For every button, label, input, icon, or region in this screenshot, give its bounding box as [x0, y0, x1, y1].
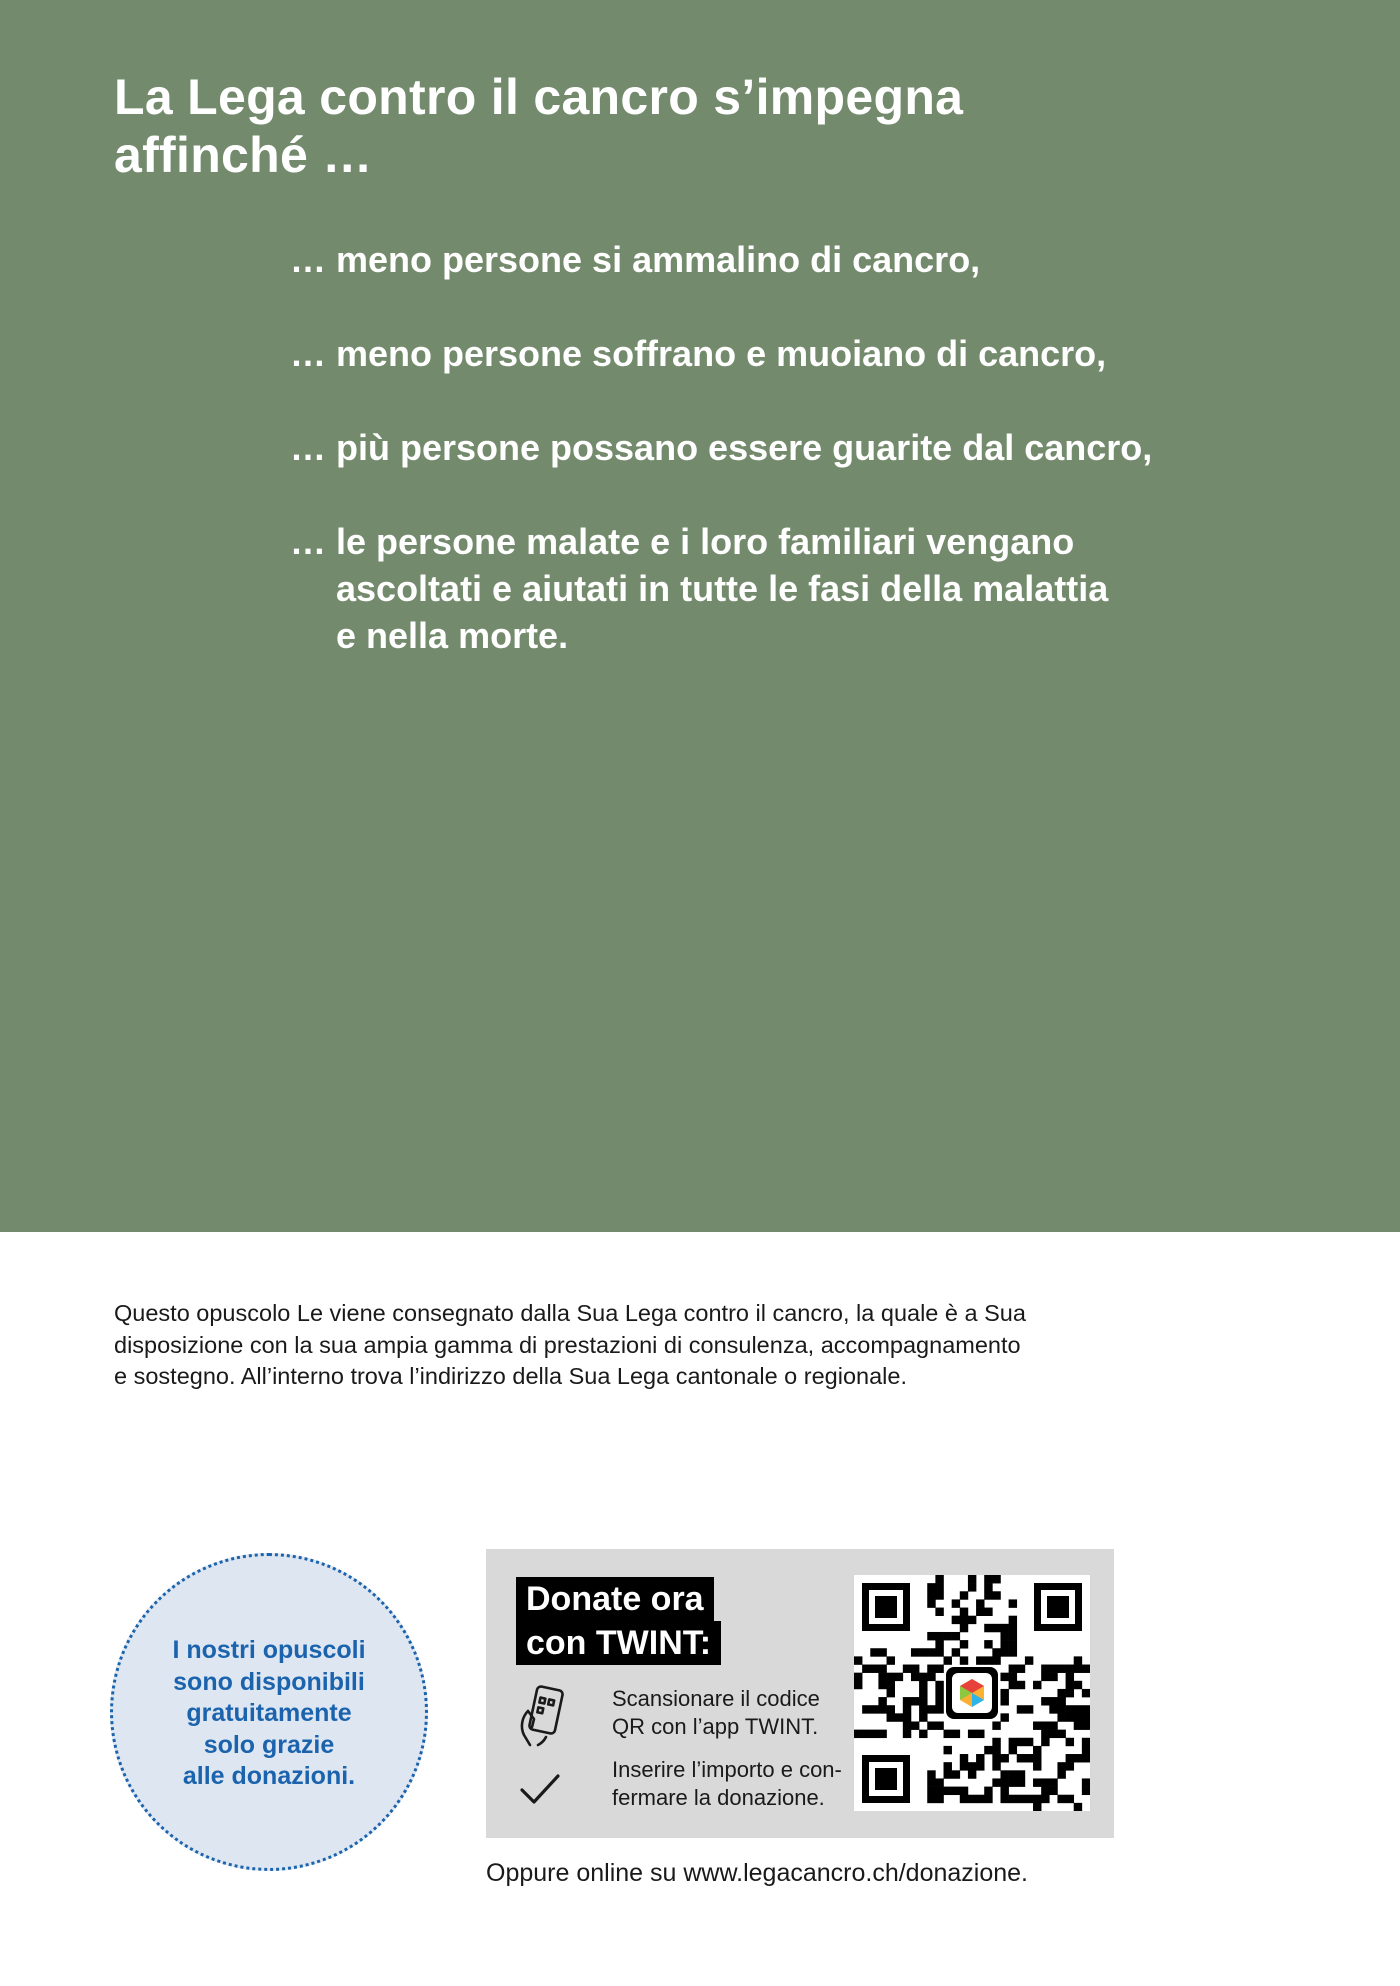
- twint-step-confirm-text: [612, 1756, 872, 1811]
- online-donation-link[interactable]: Oppure online su www.legacancro.ch/donazione.: [486, 1859, 1029, 1887]
- twint-title-line-2: con TWINT:: [516, 1621, 721, 1665]
- twint-step-scan: [516, 1685, 846, 1747]
- commitment-item: [290, 330, 1290, 377]
- twint-title-line-1: Donate ora: [516, 1577, 714, 1621]
- twint-logo-icon: [946, 1667, 998, 1719]
- commitment-ellipsis: …: [290, 333, 326, 374]
- twint-donation-box: [486, 1549, 1114, 1838]
- commitment-item: [290, 518, 1290, 659]
- step-line: Scansionare il codice: [612, 1686, 820, 1711]
- commitment-ellipsis: …: [290, 239, 326, 280]
- phone-hand-icon: [516, 1685, 566, 1747]
- commitment-text: più persone possano essere guarite dal cancro,: [336, 427, 1153, 468]
- free-brochures-badge: [110, 1553, 428, 1871]
- commitment-item: [290, 236, 1290, 283]
- intro-line: Questo opuscolo Le viene consegnato dalla Sua Lega contro il cancro, la quale è a Sua: [114, 1300, 1026, 1326]
- badge-line: sono disponibili: [173, 1667, 365, 1696]
- intro-line: disposizione con la sua ampia gamma di prestazioni di consulenza, accompagnamento: [114, 1331, 1021, 1358]
- badge-line: gratuitamente: [186, 1699, 352, 1728]
- intro-paragraph: [114, 1298, 1194, 1393]
- checkmark-icon: [516, 1766, 566, 1828]
- commitment-text: meno persone si ammalino di cancro,: [336, 239, 981, 280]
- badge-text: [172, 1635, 365, 1793]
- commitment-text-line: ascoltati e aiutati in tutte le fasi della malattia: [336, 568, 1109, 609]
- qr-code-icon[interactable]: [854, 1575, 1090, 1811]
- commitment-item: [290, 424, 1290, 471]
- badge-line: alle donazioni.: [182, 1762, 356, 1791]
- badge-line: solo grazie: [203, 1730, 335, 1759]
- mission-headline: [114, 68, 1114, 184]
- commitment-ellipsis: …: [290, 521, 326, 562]
- commitment-text-line: e nella morte.: [336, 615, 569, 656]
- commitment-text-line: le persone malate e i loro familiari vengano: [336, 521, 1075, 562]
- commitment-ellipsis: …: [290, 427, 326, 468]
- step-line: QR con l’app TWINT.: [612, 1713, 819, 1739]
- step-line: Inserire l’importo e con-: [612, 1757, 842, 1782]
- headline-line-1: La Lega contro il cancro s’impegna: [114, 69, 964, 125]
- intro-line: e sostegno. All’interno trova l’indirizzo della Sua Lega cantonale o regionale.: [114, 1363, 907, 1389]
- twint-step-confirm: [516, 1756, 846, 1818]
- commitments-list: [290, 236, 1290, 706]
- step-line: fermare la donazione.: [612, 1784, 825, 1810]
- twint-title: [516, 1577, 721, 1665]
- twint-step-scan-text: [612, 1685, 872, 1740]
- badge-line: I nostri opuscoli: [172, 1636, 366, 1665]
- commitment-text: meno persone soffrano e muoiano di cancro,: [336, 333, 1107, 374]
- headline-line-2: affinché …: [114, 127, 373, 183]
